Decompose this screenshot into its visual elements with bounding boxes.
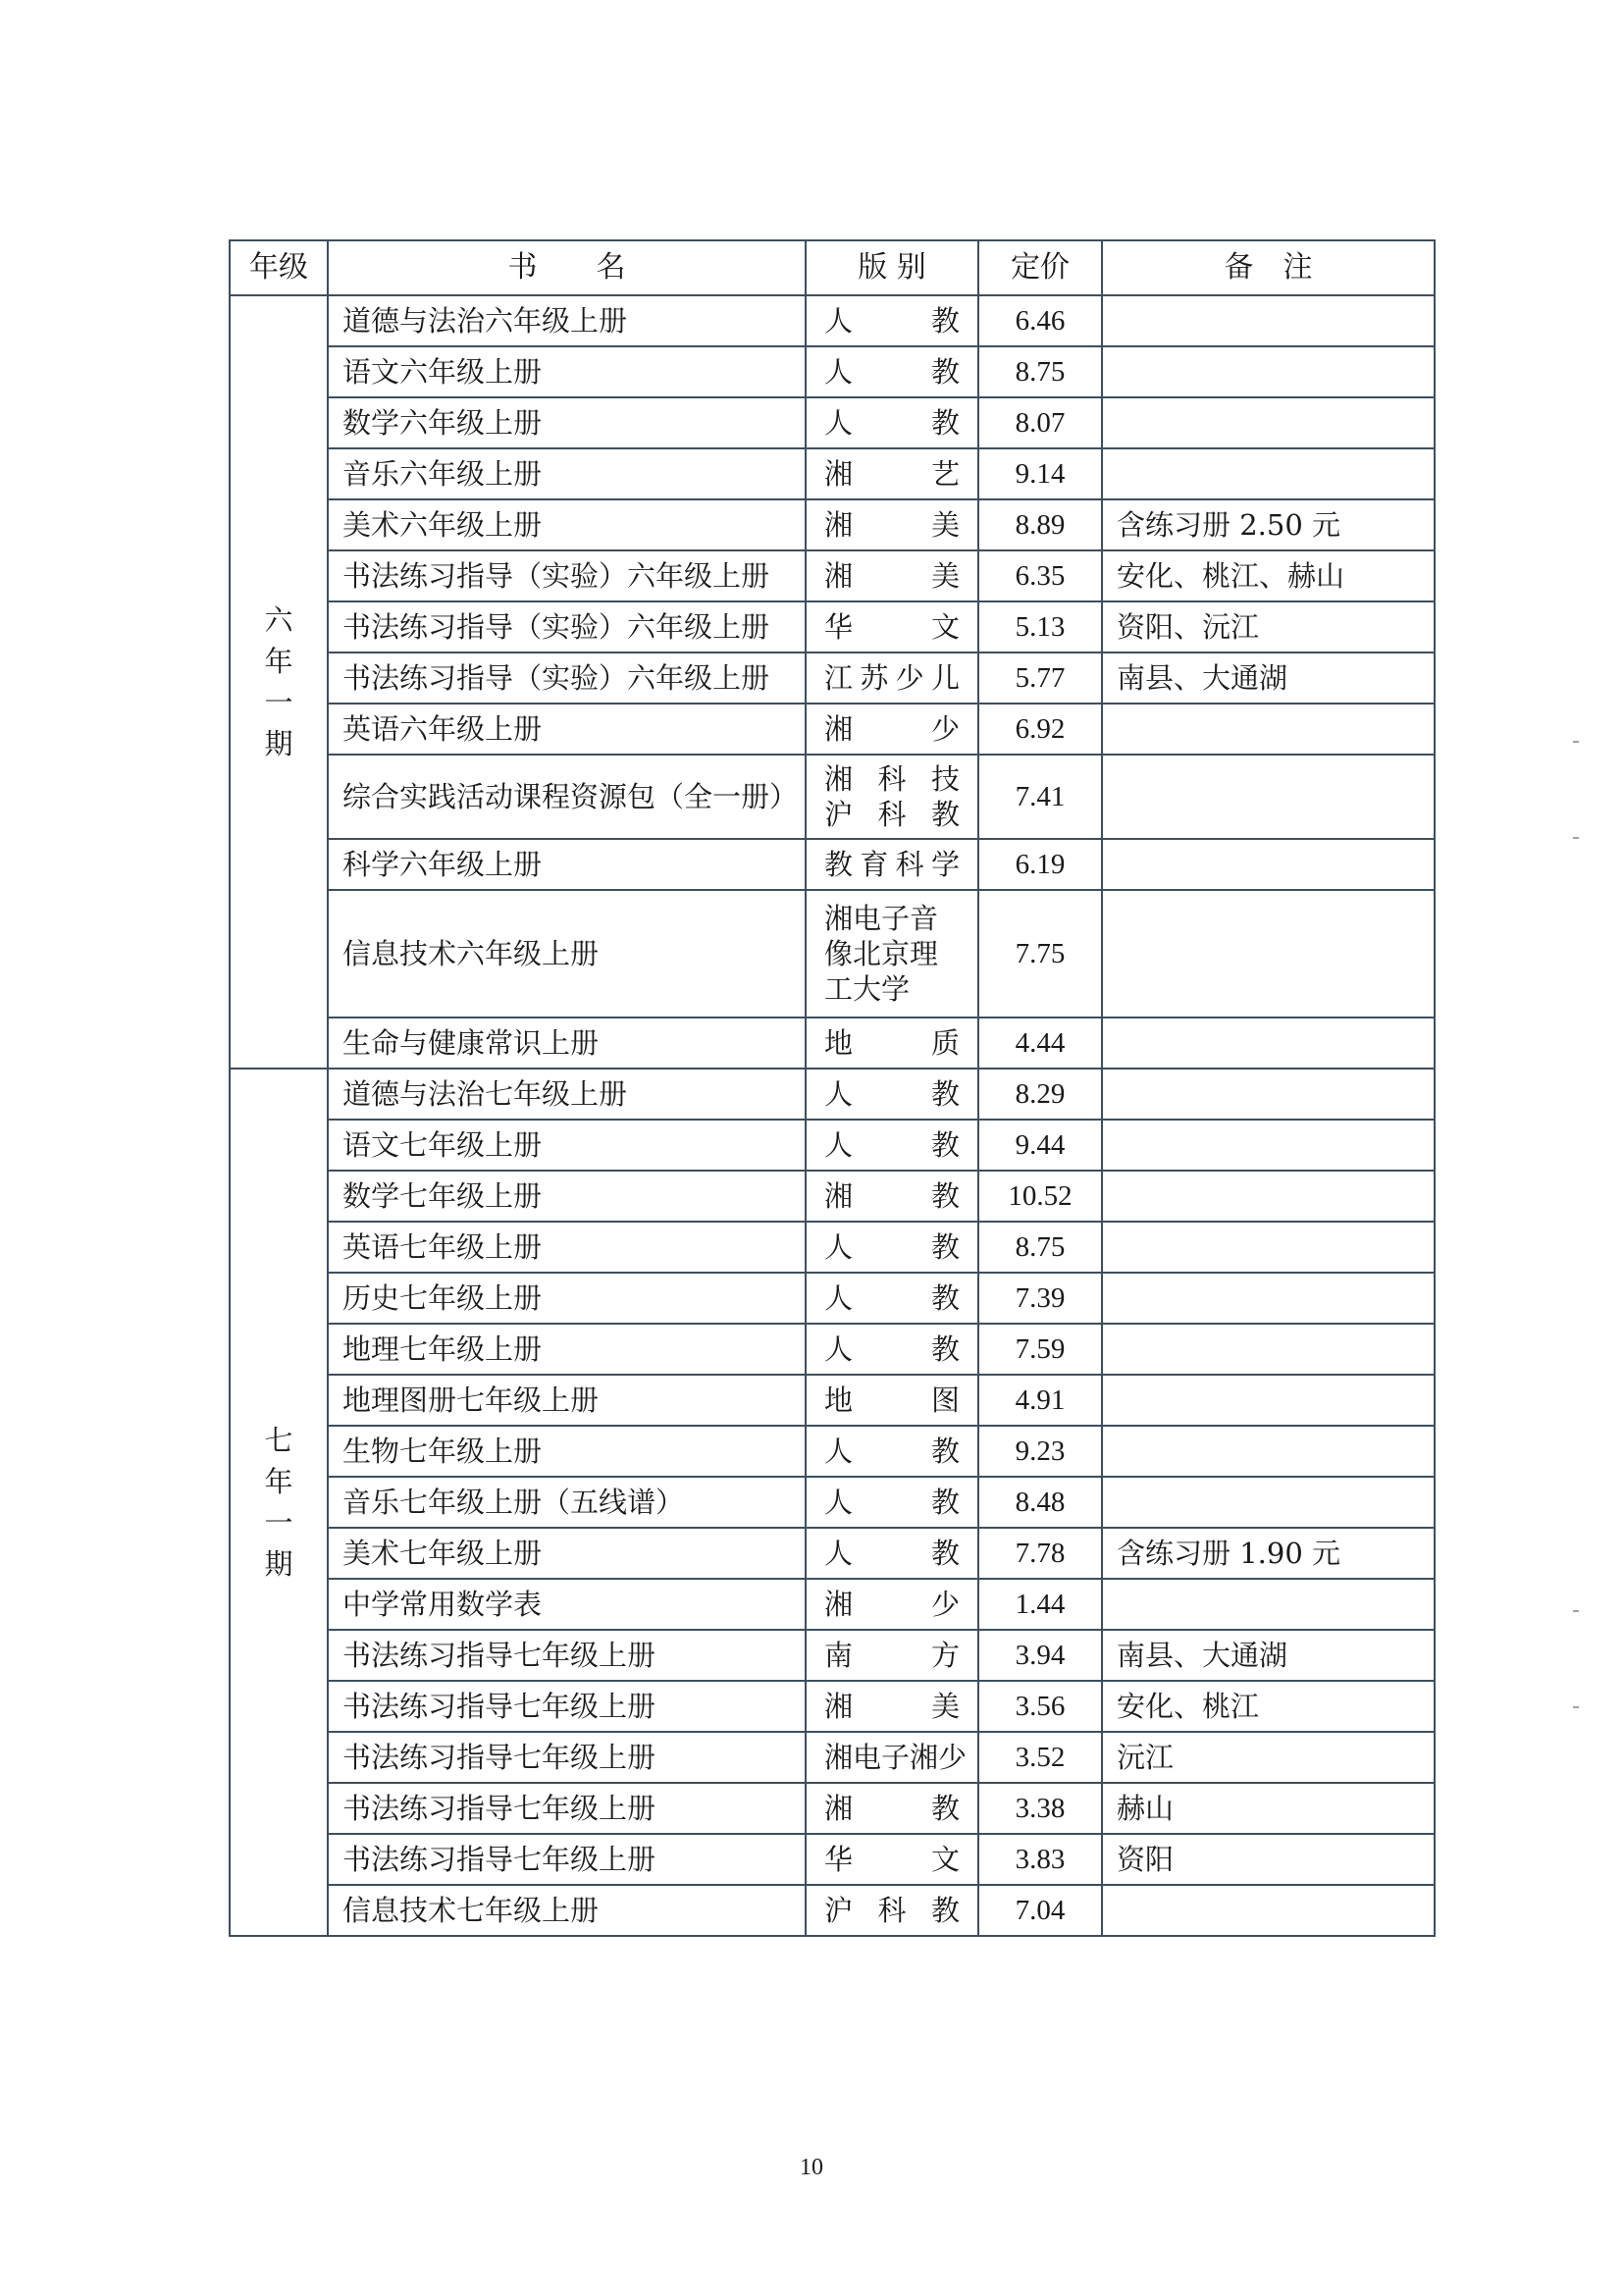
- publisher-line: 人 教: [824, 1536, 960, 1570]
- publisher-cell: [806, 346, 978, 397]
- note-cell: [1102, 1171, 1435, 1222]
- publisher-line: 沪科教: [824, 798, 960, 831]
- note-cell: [1102, 755, 1435, 839]
- table-row: [230, 1630, 1435, 1681]
- book-title: 英语七年级上册: [328, 1222, 806, 1273]
- publisher-cell: [806, 397, 978, 448]
- header-price: 定价: [978, 240, 1102, 295]
- publisher-cell: [806, 1069, 978, 1120]
- publisher-cell: [806, 1273, 978, 1324]
- publisher-cell: [806, 295, 978, 346]
- publisher-cell: [806, 1783, 978, 1834]
- table-row: [230, 652, 1435, 704]
- publisher-cell: [806, 448, 978, 499]
- price-cell: 8.75: [978, 1222, 1102, 1273]
- publisher-line: 人 教: [824, 405, 960, 440]
- publisher-line: 湘 少: [824, 1587, 960, 1621]
- book-title: 书法练习指导（实验）六年级上册: [328, 601, 806, 652]
- publisher-line: 江苏少儿: [824, 660, 960, 695]
- table-row: [230, 1222, 1435, 1273]
- price-cell: 3.38: [978, 1783, 1102, 1834]
- publisher-cell: [806, 704, 978, 755]
- publisher-line: 人 教: [824, 1229, 960, 1264]
- note-cell: [1102, 448, 1435, 499]
- table-row: [230, 1783, 1435, 1834]
- price-cell: 3.94: [978, 1630, 1102, 1681]
- table-row: [230, 1018, 1435, 1069]
- price-cell: 7.59: [978, 1324, 1102, 1375]
- publisher-line: 人 教: [824, 1076, 960, 1111]
- price-cell: 5.13: [978, 601, 1102, 652]
- publisher-cell: [806, 499, 978, 550]
- table-row: [230, 1120, 1435, 1171]
- note-cell: [1102, 704, 1435, 755]
- scan-mark: [1573, 837, 1579, 839]
- note-cell: 南县、大通湖: [1102, 652, 1435, 704]
- table-header-row: [230, 240, 1435, 295]
- price-cell: 4.91: [978, 1375, 1102, 1426]
- book-title: 综合实践活动课程资源包（全一册）: [328, 755, 806, 839]
- publisher-line: 地 质: [824, 1025, 960, 1060]
- publisher-line: 湘 美: [824, 1689, 960, 1723]
- table-row: [230, 1171, 1435, 1222]
- note-cell: [1102, 397, 1435, 448]
- publisher-line: 人 教: [824, 1434, 960, 1468]
- price-cell: 9.14: [978, 448, 1102, 499]
- table-row: [230, 295, 1435, 346]
- book-title: 书法练习指导七年级上册: [328, 1783, 806, 1834]
- price-cell: 6.19: [978, 839, 1102, 890]
- table-row: [230, 1681, 1435, 1732]
- price-cell: 9.44: [978, 1120, 1102, 1171]
- price-cell: 9.23: [978, 1426, 1102, 1477]
- price-cell: 7.41: [978, 755, 1102, 839]
- book-title: 音乐六年级上册: [328, 448, 806, 499]
- publisher-line: 沪科教: [824, 1893, 960, 1927]
- publisher-line: 人 教: [824, 1280, 960, 1315]
- scan-mark: [1573, 1706, 1579, 1708]
- note-cell: [1102, 1477, 1435, 1528]
- book-title: 书法练习指导七年级上册: [328, 1732, 806, 1783]
- book-title: 音乐七年级上册（五线谱）: [328, 1477, 806, 1528]
- publisher-line: 人 教: [824, 1331, 960, 1366]
- price-cell: 7.78: [978, 1528, 1102, 1579]
- textbook-price-table-container: [229, 239, 1434, 1937]
- publisher-cell: [806, 1732, 978, 1783]
- publisher-line: 地 图: [824, 1383, 960, 1417]
- price-cell: 10.52: [978, 1171, 1102, 1222]
- header-title: 书 名: [328, 240, 806, 295]
- publisher-line: 湘 教: [824, 1791, 960, 1825]
- book-title: 语文七年级上册: [328, 1120, 806, 1171]
- grade-char: 七: [264, 1423, 293, 1457]
- publisher-line: 湘 艺: [824, 456, 960, 491]
- publisher-cell: [806, 1375, 978, 1426]
- table-row: [230, 1732, 1435, 1783]
- publisher-cell: [806, 1222, 978, 1273]
- publisher-line: 湘 美: [824, 558, 960, 593]
- note-cell: 含练习册 1.90 元: [1102, 1528, 1435, 1579]
- note-cell: 资阳、沅江: [1102, 601, 1435, 652]
- publisher-text: 湘电子音像北京理工大学: [824, 901, 939, 1007]
- price-cell: 8.89: [978, 499, 1102, 550]
- table-row: [230, 755, 1435, 839]
- book-title: 美术七年级上册: [328, 1528, 806, 1579]
- publisher-cell: [806, 1528, 978, 1579]
- price-cell: 1.44: [978, 1579, 1102, 1630]
- publisher-line: 华 文: [824, 1842, 960, 1876]
- book-title: 书法练习指导（实验）六年级上册: [328, 550, 806, 601]
- table-row: [230, 1324, 1435, 1375]
- publisher-cell: [806, 1885, 978, 1936]
- note-cell: [1102, 1222, 1435, 1273]
- price-cell: 7.04: [978, 1885, 1102, 1936]
- grade-char: 期: [264, 727, 293, 761]
- header-note: 备 注: [1102, 240, 1435, 295]
- book-title: 道德与法治七年级上册: [328, 1069, 806, 1120]
- note-cell: [1102, 295, 1435, 346]
- table-row: [230, 1579, 1435, 1630]
- price-cell: 3.83: [978, 1834, 1102, 1885]
- note-cell: 含练习册 2.50 元: [1102, 499, 1435, 550]
- publisher-cell: [806, 1120, 978, 1171]
- note-cell: [1102, 1120, 1435, 1171]
- book-title: 数学六年级上册: [328, 397, 806, 448]
- publisher-line: 南 方: [824, 1638, 960, 1672]
- publisher-line: 人 教: [824, 354, 960, 389]
- table-row: [230, 1477, 1435, 1528]
- publisher-cell: [806, 550, 978, 601]
- book-title: 地理图册七年级上册: [328, 1375, 806, 1426]
- publisher-cell: [806, 839, 978, 890]
- book-title: 地理七年级上册: [328, 1324, 806, 1375]
- book-title: 道德与法治六年级上册: [328, 295, 806, 346]
- publisher-cell: [806, 1426, 978, 1477]
- note-cell: [1102, 1579, 1435, 1630]
- book-title: 中学常用数学表: [328, 1579, 806, 1630]
- publisher-line: 湘 美: [824, 507, 960, 542]
- grade-char: 期: [264, 1547, 293, 1582]
- book-title: 信息技术七年级上册: [328, 1885, 806, 1936]
- publisher-line: 湘 少: [824, 711, 960, 746]
- book-title: 美术六年级上册: [328, 499, 806, 550]
- note-cell: 南县、大通湖: [1102, 1630, 1435, 1681]
- table-row: [230, 1069, 1435, 1120]
- scan-mark: [1573, 741, 1579, 743]
- grade-char: 年: [264, 1464, 293, 1498]
- publisher-cell: [806, 1681, 978, 1732]
- note-cell: [1102, 346, 1435, 397]
- publisher-cell: [806, 890, 978, 1018]
- publisher-cell: [806, 1018, 978, 1069]
- price-cell: 8.48: [978, 1477, 1102, 1528]
- price-cell: 7.75: [978, 890, 1102, 1018]
- table-row: [230, 346, 1435, 397]
- publisher-cell: [806, 1324, 978, 1375]
- note-cell: [1102, 1273, 1435, 1324]
- price-cell: 4.44: [978, 1018, 1102, 1069]
- note-cell: 安化、桃江: [1102, 1681, 1435, 1732]
- table-row: [230, 1273, 1435, 1324]
- note-cell: [1102, 1885, 1435, 1936]
- table-row: [230, 1885, 1435, 1936]
- book-title: 信息技术六年级上册: [328, 890, 806, 1018]
- price-cell: 6.46: [978, 295, 1102, 346]
- note-cell: 资阳: [1102, 1834, 1435, 1885]
- price-cell: 6.92: [978, 704, 1102, 755]
- table-row: [230, 499, 1435, 550]
- publisher-line: 人 教: [824, 303, 960, 338]
- book-title: 科学六年级上册: [328, 839, 806, 890]
- note-cell: [1102, 1018, 1435, 1069]
- publisher-cell: [806, 1834, 978, 1885]
- publisher-line: 湘电子湘少: [824, 1740, 968, 1774]
- publisher-line: 教育科学: [824, 847, 960, 881]
- publisher-cell: [806, 601, 978, 652]
- note-cell: [1102, 1375, 1435, 1426]
- note-cell: [1102, 1069, 1435, 1120]
- publisher-cell: [806, 1171, 978, 1222]
- note-cell: 沅江: [1102, 1732, 1435, 1783]
- table-row: [230, 448, 1435, 499]
- note-cell: 安化、桃江、赫山: [1102, 550, 1435, 601]
- book-title: 语文六年级上册: [328, 346, 806, 397]
- publisher-line: 湘科技: [824, 761, 960, 796]
- grade-char: 年: [264, 644, 293, 678]
- book-title: 书法练习指导七年级上册: [328, 1630, 806, 1681]
- header-grade: 年级: [230, 240, 328, 295]
- publisher-cell: [806, 1630, 978, 1681]
- table-row: [230, 839, 1435, 890]
- scan-mark: [1573, 1610, 1579, 1612]
- table-row: [230, 1834, 1435, 1885]
- book-title: 书法练习指导七年级上册: [328, 1681, 806, 1732]
- grade-cell: [230, 1069, 328, 1936]
- page-number: 10: [800, 2155, 823, 2180]
- price-cell: 3.52: [978, 1732, 1102, 1783]
- price-cell: 3.56: [978, 1681, 1102, 1732]
- note-cell: [1102, 1324, 1435, 1375]
- publisher-line: 湘 教: [824, 1178, 960, 1213]
- header-publisher: 版 别: [806, 240, 978, 295]
- price-cell: 6.35: [978, 550, 1102, 601]
- table-row: [230, 601, 1435, 652]
- book-title: 英语六年级上册: [328, 704, 806, 755]
- book-title: 生物七年级上册: [328, 1426, 806, 1477]
- publisher-line: 人 教: [824, 1485, 960, 1519]
- note-cell: 赫山: [1102, 1783, 1435, 1834]
- price-cell: 8.07: [978, 397, 1102, 448]
- table-row: [230, 890, 1435, 1018]
- grade-cell: [230, 295, 328, 1069]
- book-title: 生命与健康常识上册: [328, 1018, 806, 1069]
- price-cell: 8.29: [978, 1069, 1102, 1120]
- publisher-cell: [806, 1579, 978, 1630]
- table-row: [230, 704, 1435, 755]
- table-row: [230, 1375, 1435, 1426]
- publisher-cell: [806, 1477, 978, 1528]
- table-row: [230, 1528, 1435, 1579]
- price-cell: 8.75: [978, 346, 1102, 397]
- textbook-price-table: [229, 239, 1436, 1937]
- grade-char: 六: [264, 602, 293, 637]
- book-title: 书法练习指导七年级上册: [328, 1834, 806, 1885]
- book-title: 数学七年级上册: [328, 1171, 806, 1222]
- publisher-cell: [806, 755, 978, 839]
- book-title: 历史七年级上册: [328, 1273, 806, 1324]
- price-cell: 5.77: [978, 652, 1102, 704]
- grade-char: 一: [264, 1506, 293, 1539]
- grade-char: 一: [264, 686, 293, 719]
- note-cell: [1102, 839, 1435, 890]
- table-row: [230, 397, 1435, 448]
- publisher-cell: [806, 652, 978, 704]
- publisher-line: 人 教: [824, 1127, 960, 1162]
- table-row: [230, 550, 1435, 601]
- table-body: [230, 295, 1435, 1936]
- book-title: 书法练习指导（实验）六年级上册: [328, 652, 806, 704]
- table-row: [230, 1426, 1435, 1477]
- publisher-line: 华 文: [824, 609, 960, 644]
- note-cell: [1102, 1426, 1435, 1477]
- price-cell: 7.39: [978, 1273, 1102, 1324]
- note-cell: [1102, 890, 1435, 1018]
